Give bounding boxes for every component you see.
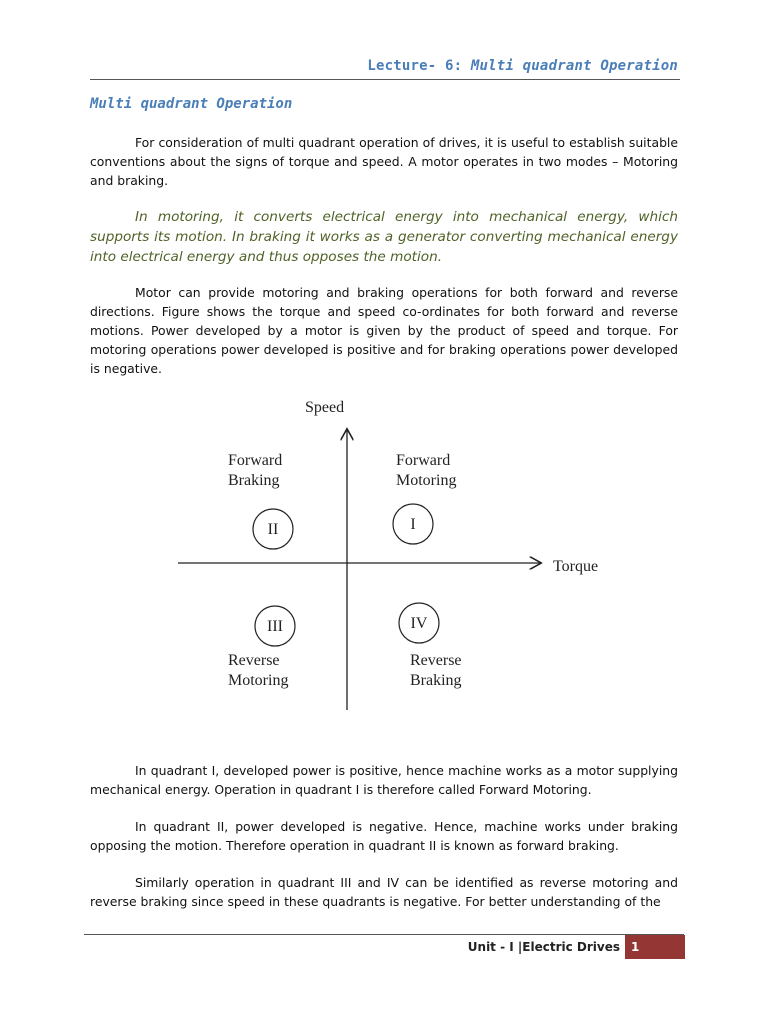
torque-axis-label: Torque: [553, 558, 599, 575]
paragraph-quadrant-ii: In quadrant II, power developed is negative. Hence, machine works under braking opposing the motion. Therefore operation in quadrant II is known as forward braking.: [90, 819, 678, 853]
page-number-badge: 1: [625, 935, 685, 959]
paragraph-quadrant-iii-iv: Similarly operation in quadrant III and IV can be identified as reverse motoring and reverse braking since speed in these quadrants is negative. For better understanding of the: [90, 875, 678, 909]
footer-divider: [84, 934, 684, 935]
footer-unit-label: Unit - I |Electric Drives: [467, 940, 620, 954]
header-divider: [90, 79, 680, 80]
quadrant-i-numeral: I: [410, 516, 416, 533]
lecture-number: Lecture- 6:: [367, 58, 463, 74]
quadrant-i-label-line2: Motoring: [396, 472, 457, 489]
quadrant-iv-label-line2: Braking: [410, 672, 462, 689]
section-heading: Multi quadrant Operation: [90, 96, 293, 112]
quadrant-ii-label-line2: Braking: [228, 472, 280, 489]
paragraph-conventions: For consideration of multi quadrant operation of drives, it is useful to establish suitable conventions about the signs of torque and speed. A motor operates in two modes – Motoring and braking.: [90, 135, 678, 188]
paragraph-quadrant-i: In quadrant I, developed power is positive, hence machine works as a motor supplying mechanical energy. Operation in quadrant I is therefore called Forward Motoring.: [90, 763, 678, 797]
quadrant-i-label-line1: Forward: [396, 452, 451, 469]
quadrant-ii-numeral: II: [267, 521, 279, 538]
quadrant-iii-label-line2: Motoring: [228, 672, 289, 689]
quadrant-iv-numeral: IV: [410, 615, 428, 632]
quadrant-ii-label-line1: Forward: [228, 452, 283, 469]
quadrant-iii-label-line1: Reverse: [228, 652, 280, 669]
speed-axis-label: Speed: [305, 399, 345, 416]
quadrant-iv-label-line1: Reverse: [410, 652, 462, 669]
quadrant-diagram: [170, 388, 620, 718]
lecture-header: [367, 58, 678, 74]
lecture-title: Multi quadrant Operation: [470, 58, 678, 74]
paragraph-motoring-braking: In motoring, it converts electrical energy into mechanical energy, which supports its motion. In braking it works as a generator converting mechanical energy into electrical energy and thus opposes the motion.: [90, 209, 678, 265]
paragraph-power-developed: Motor can provide motoring and braking operations for both forward and reverse directions. Figure shows the torque and speed co-ordinates for both forward and reverse motions. Power developed by a motor is given by the product of speed and torque. For motoring operations power developed is positive and for braking operations power developed is negative.: [90, 285, 678, 376]
quadrant-iii-numeral: III: [267, 618, 283, 635]
